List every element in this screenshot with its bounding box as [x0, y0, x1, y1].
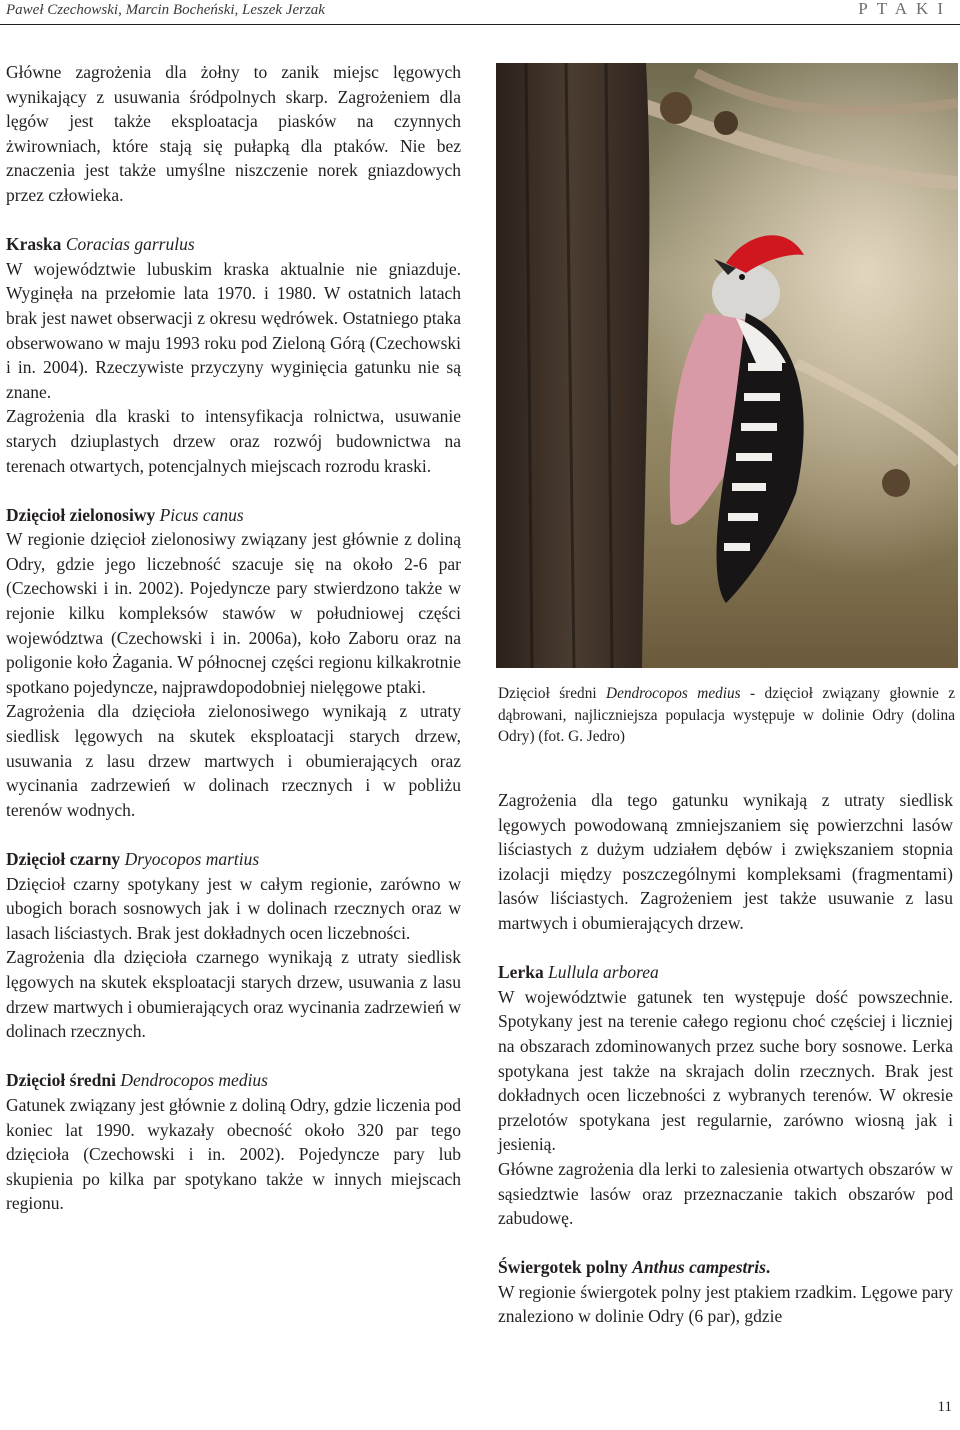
header-authors: Paweł Czechowski, Marcin Bocheński, Leszek Jerzak	[6, 2, 325, 18]
species-name: Lerka	[498, 962, 544, 983]
page-number: 11	[937, 1399, 952, 1415]
kraska-paragraph-1: W województwie lubuskim kraska aktualnie nie gniazduje. Wyginęła na przełomie lata 1970. i 1980. W ostatnich latach brak jest nawet obserwacji z okresu wędrówek. Ostatniego ptaka obserwowano w maju 1993 roku pod Zieloną Górą (Czechowski i in. 2004). Rzeczywiste przyczyny wyginięcia gatunku nie są znane.	[6, 258, 461, 402]
kraska-heading	[6, 232, 461, 257]
species-latin: Coracias garrulus	[65, 234, 195, 255]
left-column	[6, 60, 461, 1216]
header-section-title: PTAKI	[858, 0, 952, 18]
species-name: Dzięcioł czarny	[6, 849, 121, 869]
caption-species-latin: Dendrocopos medius	[606, 685, 741, 702]
species-name: Dzięcioł średni	[6, 1070, 117, 1091]
sredni-paragraph-1: Gatunek związany jest głównie z doliną Odry, gdzie liczenia pod koniec lat 1990. wykazały obecność około 320 par tego dzięcioła (Czechowski i in. 2002). Pojedyncze pary lub skupienia po kilka par spotykano także w innych miejscach regionu.	[6, 1094, 461, 1214]
species-latin: Dryocopos martius	[124, 849, 260, 869]
czarny-paragraph-1: Dzięcioł czarny spotykany jest w całym regionie, zarówno w ubogich borach sosnowych jak i w dolinach rzecznych oraz w lasach liściastych. Brak jest dokładnych ocen liczebności.	[6, 873, 461, 943]
species-name: Kraska	[6, 234, 62, 255]
lerka-paragraph-1: W województwie gatunek ten występuje dość powszechnie. Spotykany jest na terenie całego regionu choć częściej i liczniej na obszarach zdominowanych przez suche bory sosnowe. Lerka spotykana jest także na skrajach dolin rzecznych. Brak jest dokładnych ocen liczebności z wybranych terenów. W okresie przelotów spotykana jest regularnie, zarówno wiosną jak i jesienią.	[498, 986, 953, 1155]
woodpecker-photo	[496, 63, 958, 668]
czarny-heading	[6, 847, 461, 872]
swiergotek-paragraph-1: W regionie świergotek polny jest ptakiem rzadkim. Lęgowe pary znaleziono w dolinie Odry (6 par), gdzie	[498, 1281, 953, 1327]
lerka-paragraph-2: Główne zagrożenia dla lerki to zalesienia otwartych obszarów w sąsiedztwie lasów oraz przeznaczanie takich obszarów pod zabudowę.	[498, 1158, 953, 1229]
kraska-paragraph-2: Zagrożenia dla kraski to intensyfikacja rolnictwa, usuwanie starych dziuplastych drzew oraz rozwój budownictwa na terenach otwartych, potencjalnych miejscach rozrodu kraski.	[6, 406, 461, 476]
heading-period: .	[765, 1257, 771, 1278]
header-rule	[0, 24, 960, 25]
sredni-heading	[6, 1068, 461, 1093]
species-latin: Picus canus	[159, 504, 244, 525]
swiergotek-heading	[498, 1255, 953, 1280]
right-column	[498, 788, 953, 1329]
woodpecker-photo-illustration	[496, 63, 958, 668]
zielonosiwy-heading	[6, 503, 461, 528]
zielonosiwy-paragraph-2: Zagrożenia dla dzięcioła zielonosiwego wynikają z utraty siedlisk lęgowych na skutek eksploatacji starych drzew, usuwania z lasu drzew martwych i obumierających oraz wycinania zadrzewień w dolinach rzecznych i w pobliżu terenów wodnych.	[6, 701, 461, 820]
species-name: Dzięcioł zielonosiwy	[6, 504, 156, 525]
sredni-threats-paragraph: Zagrożenia dla tego gatunku wynikają z utraty siedlisk lęgowych powodowaną zmniejszaniem się powierzchni lasów liściastych z dużym udziałem dębów i zwiększaniem stopnia izolacji między poszczególnymi kompleksami (fragmentami) lasów liściastych. Zagrożeniem jest także usuwanie z lasu martwych i obumierających drzew.	[498, 790, 953, 933]
czarny-paragraph-2: Zagrożenia dla dzięcioła czarnego wynikają z utraty siedlisk lęgowych na skutek eksploatacji starych drzew, usuwania z lasu drzew martwych i obumierających oraz wycinania zadrzewień w dolinach rzecznych.	[6, 947, 461, 1042]
caption-text: - dzięcioł związany głownie z dąbrowani, najliczniejsza populacja występuje w dolinie Odry (dolina Odry) (fot. G. Jedro)	[498, 685, 955, 745]
species-latin: Dendrocopos medius	[120, 1070, 268, 1091]
caption-species-name: Dzięcioł średni	[498, 685, 597, 702]
species-name: Świergotek polny	[498, 1257, 628, 1278]
lerka-heading	[498, 960, 953, 985]
zielonosiwy-paragraph-1: W regionie dzięcioł zielonosiwy związany jest głównie z doliną Odry, gdzie jego liczebność szacuje się na około 2-6 par (Czechowski i in. 2002). Pojedyncze pary stwierdzono także w rejonie kilku kompleksów stawów w południowej części województwa (Czechowski i in. 2006a), koło Zaboru oraz na poligonie koło Żagania. W północnej części regionu kilkakrotnie spotkano pojedyncze, najprawdopodobniej nielęgowe ptaki.	[6, 529, 461, 697]
species-latin: Anthus campestris	[632, 1257, 766, 1278]
species-latin: Lullula arborea	[548, 962, 659, 983]
photo-caption	[498, 683, 955, 748]
intro-paragraph: Główne zagrożenia dla żołny to zanik miejsc lęgowych wynikający z usuwania śródpolnych skarp. Zagrożeniem dla lęgów jest także eksploatacja piasków na czynnych żwirowniach, które stają się pułapką dla ptaków. Nie bez znaczenia jest także umyślne niszczenie norek gniazdowych przez człowieka.	[6, 62, 461, 205]
